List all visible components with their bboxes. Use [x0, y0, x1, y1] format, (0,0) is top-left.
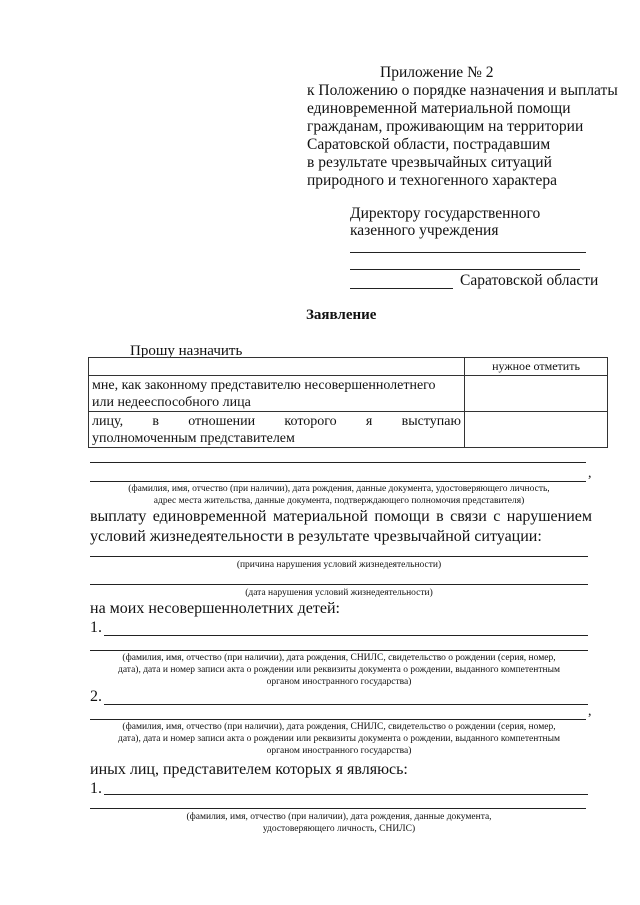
option-authorized-representative	[89, 412, 465, 448]
payment-word: в	[436, 508, 444, 525]
appendix-line-6: природного и техногенного характера	[307, 172, 557, 189]
appendix-title: Приложение № 2	[380, 64, 494, 81]
appendix-line-5: в результате чрезвычайных ситуаций	[307, 154, 552, 171]
payment-word: выплату	[90, 508, 147, 525]
appendix-line-1: к Положению о порядке назначения и выплаты	[307, 82, 618, 99]
option-authorized-representative-line-2: уполномоченным представителем	[92, 431, 295, 446]
addressee-line-2: казенного учреждения	[350, 222, 499, 239]
option-legal-representative	[89, 376, 465, 412]
child-2-number: 2.	[90, 688, 102, 705]
row2-word: которого	[284, 414, 337, 429]
row2-word: в	[152, 414, 159, 429]
applicant-caption-2: адрес места жительства, данные документа, подтверждающего полномочия представителя)	[153, 496, 525, 506]
option-legal-representative-line-1: мне, как законному представителю несовершеннолетнего	[92, 378, 436, 393]
option-legal-representative-line-2: или недееспособного лица	[92, 395, 251, 410]
option-authorized-representative-mark[interactable]	[465, 412, 608, 448]
row2-word: выступаю	[401, 414, 461, 429]
payment-word: материальной	[272, 508, 368, 525]
addressee-blank-2[interactable]	[350, 269, 580, 270]
child-1-number: 1.	[90, 619, 102, 636]
reason-line[interactable]	[90, 556, 588, 557]
reason-caption: (причина нарушения условий жизнедеятельности)	[236, 560, 442, 570]
applicant-line-1[interactable]	[90, 462, 586, 463]
child-1-caption-2: дата), дата и номер записи акта о рождении или реквизиты документа о рождении, выданного компетентным	[118, 665, 560, 675]
appendix-line-2: единовременной материальной помощи	[307, 100, 571, 117]
child-2-caption-2: дата), дата и номер записи акта о рождении или реквизиты документа о рождении, выданного компетентным	[118, 734, 560, 744]
payment-line-1	[90, 508, 592, 526]
row2-word: лицу,	[92, 414, 124, 429]
document-title: Заявление	[306, 307, 377, 323]
addressee-blank-1[interactable]	[350, 252, 586, 253]
child-2-caption-1: (фамилия, имя, отчество (при наличии), дата рождения, СНИЛС, свидетельство о рождении (серия, номер,	[122, 722, 556, 732]
date-caption: (дата нарушения условий жизнедеятельности)	[245, 588, 433, 598]
option-legal-representative-mark[interactable]	[465, 376, 608, 412]
child-2-comma: ,	[588, 704, 592, 719]
other-1-caption-1: (фамилия, имя, отчество (при наличии), дата рождения, данные документа,	[186, 812, 492, 822]
payment-word: единовременной	[152, 508, 267, 525]
addressee-line-1: Директору государственного	[350, 205, 541, 222]
row2-word: я	[365, 414, 373, 429]
child-2-caption-3: органом иностранного государства)	[266, 746, 412, 756]
child-2-line-2[interactable]	[90, 719, 586, 720]
child-1-caption-3: органом иностранного государства)	[266, 677, 412, 687]
addressee-blank-3[interactable]	[350, 288, 453, 289]
payment-word: помощи	[374, 508, 430, 525]
addressee-region: Саратовской области	[460, 272, 599, 289]
request-label: Прошу назначить	[130, 343, 243, 359]
payment-word: связи	[450, 508, 487, 525]
other-1-caption-2: удостоверяющего личность, СНИЛС)	[262, 824, 416, 834]
option-authorized-representative-line-1	[92, 413, 461, 430]
payment-line-2: условий жизнедеятельности в результате чрезвычайной ситуации:	[90, 528, 542, 545]
child-2-line-1[interactable]	[104, 704, 588, 705]
others-heading: иных лиц, представителем которых я являюсь:	[90, 761, 408, 778]
other-1-line-1[interactable]	[104, 794, 588, 795]
applicant-caption-1: (фамилия, имя, отчество (при наличии), дата рождения, данные документа, удостоверяющего личность,	[128, 484, 550, 494]
other-1-number: 1.	[90, 780, 102, 797]
other-1-line-2[interactable]	[90, 808, 586, 809]
row2-word: отношении	[188, 414, 256, 429]
appendix-line-3: гражданам, проживающим на территории	[307, 118, 584, 135]
options-header-blank	[89, 358, 465, 376]
child-1-line-2[interactable]	[90, 650, 588, 651]
options-table	[88, 357, 608, 448]
child-1-caption-1: (фамилия, имя, отчество (при наличии), дата рождения, СНИЛС, свидетельство о рождении (серия, номер,	[122, 653, 556, 663]
payment-word: с	[493, 508, 501, 525]
options-header-mark: нужное отметить	[465, 358, 608, 376]
date-line[interactable]	[90, 584, 588, 585]
applicant-comma: ,	[588, 466, 592, 481]
applicant-line-2[interactable]	[90, 481, 586, 482]
child-1-line-1[interactable]	[104, 635, 588, 636]
children-heading: на моих несовершеннолетних детей:	[90, 600, 340, 617]
appendix-line-4: Саратовской области, пострадавшим	[307, 136, 551, 153]
payment-word: нарушением	[506, 508, 592, 525]
